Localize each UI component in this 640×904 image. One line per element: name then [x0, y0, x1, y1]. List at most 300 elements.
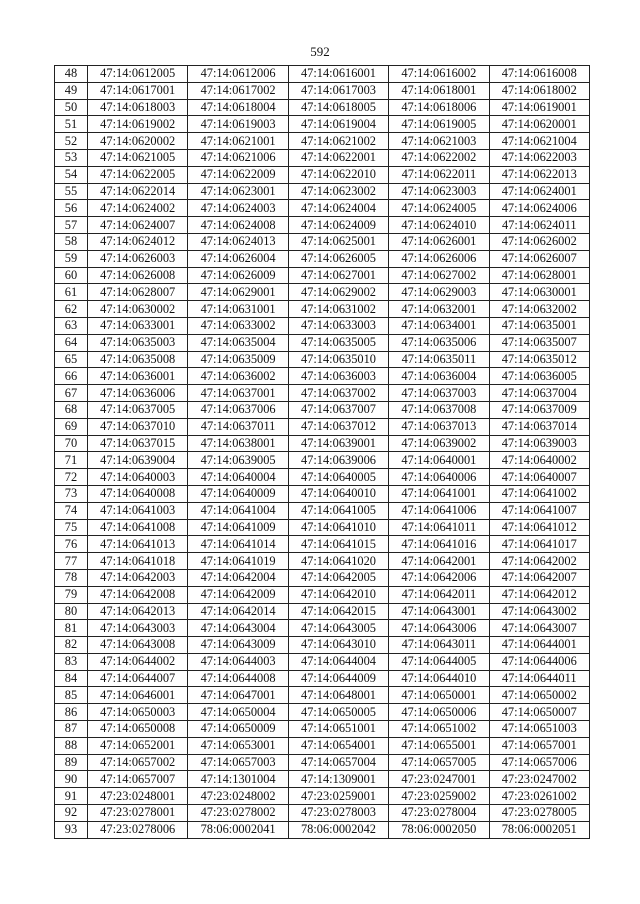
cadastral-number-cell: 47:23:0247002 — [489, 771, 589, 788]
cadastral-number-cell: 47:14:0631001 — [188, 301, 288, 318]
cadastral-number-cell: 47:23:0278003 — [288, 805, 388, 822]
table-row — [55, 502, 590, 519]
cadastral-number-cell: 47:14:0626001 — [389, 233, 489, 250]
cadastral-number-cell: 47:14:0623001 — [188, 183, 288, 200]
table-row — [55, 250, 590, 267]
cadastral-number-cell: 47:14:0622011 — [389, 166, 489, 183]
cadastral-number-cell: 47:14:0650005 — [288, 704, 388, 721]
cadastral-number-cell: 47:14:0641004 — [188, 502, 288, 519]
cadastral-number-cell: 47:14:0628001 — [489, 267, 589, 284]
cadastral-number-cell: 47:14:0643001 — [389, 603, 489, 620]
cadastral-number-cell: 47:14:0641019 — [188, 553, 288, 570]
cadastral-number-cell: 47:14:1301004 — [188, 771, 288, 788]
row-number-cell: 77 — [55, 553, 88, 570]
cadastral-number-cell: 47:14:0630001 — [489, 284, 589, 301]
cadastral-number-cell: 47:14:0641014 — [188, 536, 288, 553]
cadastral-number-cell: 47:14:0624006 — [489, 200, 589, 217]
table-row — [55, 653, 590, 670]
cadastral-number-cell: 47:14:0634001 — [389, 317, 489, 334]
cadastral-number-cell: 47:23:0259001 — [288, 788, 388, 805]
row-number-cell: 91 — [55, 788, 88, 805]
cadastral-number-cell: 47:14:0622002 — [389, 149, 489, 166]
row-number-cell: 89 — [55, 754, 88, 771]
cadastral-number-cell: 47:14:0626003 — [88, 250, 188, 267]
cadastral-number-cell: 47:14:0651001 — [288, 721, 388, 738]
row-number-cell: 68 — [55, 401, 88, 418]
cadastral-number-cell: 47:14:0642004 — [188, 569, 288, 586]
cadastral-number-cell: 47:14:0637004 — [489, 385, 589, 402]
cadastral-number-cell: 47:14:0643007 — [489, 620, 589, 637]
cadastral-number-cell: 47:14:0612005 — [88, 66, 188, 83]
cadastral-number-cell: 47:14:0637008 — [389, 401, 489, 418]
cadastral-number-cell: 78:06:0002042 — [288, 821, 388, 838]
row-number-cell: 71 — [55, 452, 88, 469]
table-row — [55, 452, 590, 469]
cadastral-number-cell: 47:14:0641012 — [489, 519, 589, 536]
table-row — [55, 821, 590, 838]
table-row — [55, 166, 590, 183]
cadastral-number-cell: 47:14:0622014 — [88, 183, 188, 200]
cadastral-number-cell: 47:14:0640002 — [489, 452, 589, 469]
row-number-cell: 80 — [55, 603, 88, 620]
row-number-cell: 55 — [55, 183, 88, 200]
table-row — [55, 435, 590, 452]
cadastral-number-cell: 47:23:0278002 — [188, 805, 288, 822]
cadastral-number-cell: 47:14:0636002 — [188, 368, 288, 385]
cadastral-number-cell: 47:14:0624010 — [389, 217, 489, 234]
cadastral-number-cell: 47:14:0642014 — [188, 603, 288, 620]
row-number-cell: 52 — [55, 133, 88, 150]
cadastral-number-cell: 47:14:0657004 — [288, 754, 388, 771]
cadastral-number-cell: 47:14:0624012 — [88, 233, 188, 250]
cadastral-number-cell: 47:14:0644009 — [288, 670, 388, 687]
cadastral-number-cell: 47:14:0654001 — [288, 737, 388, 754]
cadastral-number-cell: 47:14:0635001 — [489, 317, 589, 334]
row-number-cell: 60 — [55, 267, 88, 284]
cadastral-number-cell: 47:14:0618001 — [389, 82, 489, 99]
row-number-cell: 76 — [55, 536, 88, 553]
table-row — [55, 519, 590, 536]
cadastral-number-cell: 47:14:0619001 — [489, 99, 589, 116]
table-row — [55, 317, 590, 334]
cadastral-number-cell: 47:14:0642015 — [288, 603, 388, 620]
row-number-cell: 74 — [55, 502, 88, 519]
cadastral-number-cell: 47:14:0616001 — [288, 66, 388, 83]
cadastral-number-cell: 47:14:0643009 — [188, 637, 288, 654]
table-row — [55, 788, 590, 805]
cadastral-number-cell: 47:14:0643004 — [188, 620, 288, 637]
cadastral-number-cell: 47:14:0643003 — [88, 620, 188, 637]
row-number-cell: 70 — [55, 435, 88, 452]
cadastral-number-cell: 47:14:0636006 — [88, 385, 188, 402]
row-number-cell: 90 — [55, 771, 88, 788]
cadastral-number-cell: 78:06:0002050 — [389, 821, 489, 838]
row-number-cell: 75 — [55, 519, 88, 536]
page-number: 592 — [310, 44, 330, 59]
row-number-cell: 78 — [55, 569, 88, 586]
cadastral-number-cell: 47:14:0641009 — [188, 519, 288, 536]
cadastral-number-cell: 47:14:0644003 — [188, 653, 288, 670]
row-number-cell: 86 — [55, 704, 88, 721]
cadastral-number-cell: 47:14:0639006 — [288, 452, 388, 469]
cadastral-number-cell: 47:14:0640005 — [288, 469, 388, 486]
cadastral-number-cell: 47:14:0635006 — [389, 334, 489, 351]
cadastral-number-cell: 47:14:0641003 — [88, 502, 188, 519]
cadastral-number-cell: 47:14:0620002 — [88, 133, 188, 150]
table-row — [55, 603, 590, 620]
cadastral-number-cell: 47:14:0616002 — [389, 66, 489, 83]
table-row — [55, 99, 590, 116]
cadastral-number-cell: 47:14:0624008 — [188, 217, 288, 234]
row-number-cell: 54 — [55, 166, 88, 183]
cadastral-number-cell: 47:14:0639001 — [288, 435, 388, 452]
cadastral-number-cell: 47:14:0655001 — [389, 737, 489, 754]
cadastral-number-cell: 47:14:0637014 — [489, 418, 589, 435]
cadastral-number-cell: 47:14:0635004 — [188, 334, 288, 351]
table-row — [55, 704, 590, 721]
table-row — [55, 418, 590, 435]
cadastral-number-cell: 47:14:0641016 — [389, 536, 489, 553]
cadastral-number-cell: 47:14:0626007 — [489, 250, 589, 267]
cadastral-number-cell: 47:14:0629001 — [188, 284, 288, 301]
table-row — [55, 536, 590, 553]
cadastral-number-cell: 47:14:0650002 — [489, 687, 589, 704]
table-row — [55, 637, 590, 654]
row-number-cell: 79 — [55, 586, 88, 603]
cadastral-number-cell: 47:14:0624001 — [489, 183, 589, 200]
cadastral-number-cell: 47:14:0641007 — [489, 502, 589, 519]
cadastral-number-cell: 47:14:0640007 — [489, 469, 589, 486]
cadastral-number-cell: 47:14:0641020 — [288, 553, 388, 570]
cadastral-number-cell: 47:14:0642003 — [88, 569, 188, 586]
cadastral-number-cell: 47:14:0648001 — [288, 687, 388, 704]
cadastral-number-cell: 47:14:0642013 — [88, 603, 188, 620]
cadastral-number-cell: 47:14:0635009 — [188, 351, 288, 368]
cadastral-number-cell: 47:14:0617003 — [288, 82, 388, 99]
row-number-cell: 67 — [55, 385, 88, 402]
cadastral-number-cell: 47:23:0248002 — [188, 788, 288, 805]
table-row — [55, 284, 590, 301]
cadastral-number-cell: 47:14:0639005 — [188, 452, 288, 469]
cadastral-number-cell: 47:14:0641017 — [489, 536, 589, 553]
cadastral-number-cell: 47:14:0636004 — [389, 368, 489, 385]
cadastral-number-cell: 47:14:0642006 — [389, 569, 489, 586]
cadastral-number-cell: 47:14:0612006 — [188, 66, 288, 83]
cadastral-number-cell: 47:14:0633001 — [88, 317, 188, 334]
cadastral-number-cell: 47:14:0637002 — [288, 385, 388, 402]
row-number-cell: 53 — [55, 149, 88, 166]
cadastral-number-cell: 47:14:0637001 — [188, 385, 288, 402]
cadastral-number-cell: 47:23:0247001 — [389, 771, 489, 788]
row-number-cell: 57 — [55, 217, 88, 234]
cadastral-number-cell: 47:14:0637005 — [88, 401, 188, 418]
cadastral-number-cell: 47:14:0639004 — [88, 452, 188, 469]
cadastral-number-cell: 47:23:0261002 — [489, 788, 589, 805]
cadastral-number-cell: 47:14:0644008 — [188, 670, 288, 687]
cadastral-number-cell: 47:14:0618003 — [88, 99, 188, 116]
row-number-cell: 93 — [55, 821, 88, 838]
cadastral-number-cell: 47:14:0644004 — [288, 653, 388, 670]
table-row — [55, 586, 590, 603]
table-row — [55, 334, 590, 351]
table-row — [55, 553, 590, 570]
cadastral-number-cell: 47:14:0622003 — [489, 149, 589, 166]
cadastral-number-cell: 47:14:0642008 — [88, 586, 188, 603]
table-row — [55, 737, 590, 754]
cadastral-number-cell: 47:14:0643010 — [288, 637, 388, 654]
cadastral-number-cell: 47:14:0618006 — [389, 99, 489, 116]
cadastral-number-cell: 47:14:0630002 — [88, 301, 188, 318]
cadastral-number-cell: 47:14:0632001 — [389, 301, 489, 318]
table-row — [55, 267, 590, 284]
cadastral-number-cell: 47:14:0644005 — [389, 653, 489, 670]
row-number-cell: 49 — [55, 82, 88, 99]
cadastral-number-cell: 47:14:0642007 — [489, 569, 589, 586]
cadastral-number-cell: 47:14:0652001 — [88, 737, 188, 754]
table-row — [55, 569, 590, 586]
cadastral-number-cell: 47:14:0657006 — [489, 754, 589, 771]
cadastral-number-cell: 47:14:0623003 — [389, 183, 489, 200]
row-number-cell: 73 — [55, 485, 88, 502]
cadastral-number-cell: 47:14:0640003 — [88, 469, 188, 486]
table-row — [55, 368, 590, 385]
table-row — [55, 805, 590, 822]
cadastral-number-cell: 47:14:0624002 — [88, 200, 188, 217]
cadastral-number-cell: 47:14:0643002 — [489, 603, 589, 620]
cadastral-number-cell: 47:14:0651002 — [389, 721, 489, 738]
cadastral-number-cell: 47:14:0637003 — [389, 385, 489, 402]
table-row — [55, 670, 590, 687]
row-number-cell: 63 — [55, 317, 88, 334]
cadastral-number-cell: 47:14:0643005 — [288, 620, 388, 637]
cadastral-number-cell: 47:14:0624013 — [188, 233, 288, 250]
cadastral-number-cell: 47:14:0650006 — [389, 704, 489, 721]
cadastral-number-cell: 47:14:0644011 — [489, 670, 589, 687]
cadastral-number-cell: 47:14:0626005 — [288, 250, 388, 267]
cadastral-number-cell: 47:14:0636001 — [88, 368, 188, 385]
table-row — [55, 351, 590, 368]
cadastral-number-cell: 47:23:0278004 — [389, 805, 489, 822]
cadastral-number-cell: 47:14:0628007 — [88, 284, 188, 301]
cadastral-number-cell: 47:23:0248001 — [88, 788, 188, 805]
cadastral-number-cell: 47:14:0635005 — [288, 334, 388, 351]
cadastral-number-cell: 47:14:0639003 — [489, 435, 589, 452]
cadastral-number-cell: 47:14:0641011 — [389, 519, 489, 536]
cadastral-number-cell: 47:14:0635007 — [489, 334, 589, 351]
cadastral-number-cell: 47:14:0621002 — [288, 133, 388, 150]
cadastral-number-cell: 47:14:0621003 — [389, 133, 489, 150]
cadastral-number-cell: 47:14:0636003 — [288, 368, 388, 385]
cadastral-number-cell: 47:14:1309001 — [288, 771, 388, 788]
table-row — [55, 401, 590, 418]
row-number-cell: 85 — [55, 687, 88, 704]
row-number-cell: 62 — [55, 301, 88, 318]
cadastral-number-cell: 47:14:0623002 — [288, 183, 388, 200]
cadastral-number-cell: 47:14:0622009 — [188, 166, 288, 183]
cadastral-number-cell: 47:14:0633002 — [188, 317, 288, 334]
cadastral-number-cell: 47:14:0641005 — [288, 502, 388, 519]
table-row — [55, 133, 590, 150]
cadastral-number-cell: 47:14:0624005 — [389, 200, 489, 217]
table-row — [55, 620, 590, 637]
row-number-cell: 87 — [55, 721, 88, 738]
cadastral-number-cell: 47:14:0635011 — [389, 351, 489, 368]
table-row — [55, 721, 590, 738]
cadastral-number-cell: 47:14:0637006 — [188, 401, 288, 418]
cadastral-number-cell: 47:14:0641008 — [88, 519, 188, 536]
cadastral-number-cell: 47:14:0657003 — [188, 754, 288, 771]
cadastral-number-cell: 47:14:0650003 — [88, 704, 188, 721]
row-number-cell: 82 — [55, 637, 88, 654]
cadastral-number-cell: 47:14:0619003 — [188, 116, 288, 133]
row-number-cell: 48 — [55, 66, 88, 83]
row-number-cell: 58 — [55, 233, 88, 250]
cadastral-number-cell: 47:14:0650008 — [88, 721, 188, 738]
row-number-cell: 81 — [55, 620, 88, 637]
cadastral-number-cell: 78:06:0002051 — [489, 821, 589, 838]
table-row — [55, 771, 590, 788]
cadastral-number-cell: 47:14:0644010 — [389, 670, 489, 687]
row-number-cell: 66 — [55, 368, 88, 385]
table-row — [55, 233, 590, 250]
cadastral-number-cell: 47:23:0278001 — [88, 805, 188, 822]
cadastral-number-cell: 47:14:0618005 — [288, 99, 388, 116]
cadastral-number-cell: 47:14:0621004 — [489, 133, 589, 150]
table-row — [55, 66, 590, 83]
cadastral-number-cell: 47:14:0626006 — [389, 250, 489, 267]
cadastral-number-cell: 47:14:0641013 — [88, 536, 188, 553]
cadastral-number-cell: 47:14:0631002 — [288, 301, 388, 318]
cadastral-number-cell: 47:23:0278005 — [489, 805, 589, 822]
cadastral-number-cell: 47:14:0642002 — [489, 553, 589, 570]
table-row — [55, 116, 590, 133]
table-row — [55, 687, 590, 704]
cadastral-number-cell: 47:14:0633003 — [288, 317, 388, 334]
cadastral-number-cell: 47:14:0617002 — [188, 82, 288, 99]
cadastral-number-cell: 47:14:0626009 — [188, 267, 288, 284]
row-number-cell: 88 — [55, 737, 88, 754]
cadastral-number-cell: 47:14:0640001 — [389, 452, 489, 469]
cadastral-number-cell: 47:14:0650001 — [389, 687, 489, 704]
cadastral-number-cell: 47:14:0643011 — [389, 637, 489, 654]
table-row — [55, 149, 590, 166]
cadastral-number-cell: 47:14:0644002 — [88, 653, 188, 670]
cadastral-number-cell: 47:14:0629003 — [389, 284, 489, 301]
cadastral-number-cell: 47:14:0642011 — [389, 586, 489, 603]
cadastral-number-cell: 47:14:0637011 — [188, 418, 288, 435]
cadastral-number-cell: 47:14:0624007 — [88, 217, 188, 234]
cadastral-number-cell: 47:14:0622001 — [288, 149, 388, 166]
table-row — [55, 485, 590, 502]
cadastral-number-cell: 78:06:0002041 — [188, 821, 288, 838]
cadastral-number-cell: 47:14:0635003 — [88, 334, 188, 351]
cadastral-number-cell: 47:14:0650009 — [188, 721, 288, 738]
cadastral-number-cell: 47:14:0636005 — [489, 368, 589, 385]
cadastral-number-cell: 47:14:0637010 — [88, 418, 188, 435]
cadastral-number-cell: 47:14:0641006 — [389, 502, 489, 519]
table-row — [55, 217, 590, 234]
cadastral-number-cell: 47:14:0624009 — [288, 217, 388, 234]
cadastral-number-cell: 47:14:0644006 — [489, 653, 589, 670]
cadastral-number-cell: 47:14:0640006 — [389, 469, 489, 486]
cadastral-number-cell: 47:14:0635010 — [288, 351, 388, 368]
cadastral-number-cell: 47:14:0643008 — [88, 637, 188, 654]
table-row — [55, 183, 590, 200]
cadastral-number-cell: 47:14:0635008 — [88, 351, 188, 368]
cadastral-number-cell: 47:14:0657007 — [88, 771, 188, 788]
row-number-cell: 84 — [55, 670, 88, 687]
cadastral-number-cell: 47:14:0657002 — [88, 754, 188, 771]
cadastral-number-cell: 47:14:0626008 — [88, 267, 188, 284]
row-number-cell: 51 — [55, 116, 88, 133]
cadastral-number-cell: 47:14:0644007 — [88, 670, 188, 687]
row-number-cell: 65 — [55, 351, 88, 368]
table-body — [55, 66, 590, 839]
table-row — [55, 385, 590, 402]
cadastral-number-cell: 47:14:0657005 — [389, 754, 489, 771]
cadastral-number-cell: 47:14:0621005 — [88, 149, 188, 166]
cadastral-number-cell: 47:14:0621006 — [188, 149, 288, 166]
cadastral-number-cell: 47:14:0627002 — [389, 267, 489, 284]
cadastre-number-table — [54, 65, 590, 839]
row-number-cell: 64 — [55, 334, 88, 351]
cadastral-number-cell: 47:14:0642009 — [188, 586, 288, 603]
cadastral-number-cell: 47:14:0622005 — [88, 166, 188, 183]
cadastral-number-cell: 47:14:0637007 — [288, 401, 388, 418]
cadastral-number-cell: 47:14:0640008 — [88, 485, 188, 502]
cadastral-number-cell: 47:14:0622013 — [489, 166, 589, 183]
cadastral-number-cell: 47:14:0651003 — [489, 721, 589, 738]
cadastral-number-cell: 47:14:0650004 — [188, 704, 288, 721]
cadastral-number-cell: 47:14:0624003 — [188, 200, 288, 217]
cadastral-number-cell: 47:14:0624011 — [489, 217, 589, 234]
cadastral-number-cell: 47:14:0642005 — [288, 569, 388, 586]
cadastral-number-cell: 47:14:0640010 — [288, 485, 388, 502]
cadastral-number-cell: 47:14:0620001 — [489, 116, 589, 133]
cadastral-number-cell: 47:23:0259002 — [389, 788, 489, 805]
row-number-cell: 59 — [55, 250, 88, 267]
row-number-cell: 50 — [55, 99, 88, 116]
cadastral-number-cell: 47:14:0632002 — [489, 301, 589, 318]
row-number-cell: 83 — [55, 653, 88, 670]
table-row — [55, 469, 590, 486]
cadastral-number-cell: 47:14:0643006 — [389, 620, 489, 637]
table-row — [55, 754, 590, 771]
row-number-cell: 61 — [55, 284, 88, 301]
table-row — [55, 200, 590, 217]
cadastral-number-cell: 47:14:0641015 — [288, 536, 388, 553]
cadastral-number-cell: 47:14:0635012 — [489, 351, 589, 368]
cadastral-number-cell: 47:14:0626004 — [188, 250, 288, 267]
cadastral-number-cell: 47:14:0657001 — [489, 737, 589, 754]
cadastral-number-cell: 47:14:0647001 — [188, 687, 288, 704]
cadastral-number-cell: 47:14:0637012 — [288, 418, 388, 435]
cadastral-number-cell: 47:14:0637015 — [88, 435, 188, 452]
cadastral-number-cell: 47:14:0644001 — [489, 637, 589, 654]
cadastral-number-cell: 47:14:0625001 — [288, 233, 388, 250]
cadastral-number-cell: 47:14:0653001 — [188, 737, 288, 754]
cadastral-number-cell: 47:14:0646001 — [88, 687, 188, 704]
cadastral-number-cell: 47:14:0640009 — [188, 485, 288, 502]
cadastral-number-cell: 47:14:0641018 — [88, 553, 188, 570]
cadastral-number-cell: 47:14:0641001 — [389, 485, 489, 502]
cadastral-number-cell: 47:14:0650007 — [489, 704, 589, 721]
cadastral-number-cell: 47:14:0619004 — [288, 116, 388, 133]
cadastral-number-cell: 47:14:0629002 — [288, 284, 388, 301]
cadastral-number-cell: 47:14:0639002 — [389, 435, 489, 452]
cadastral-number-cell: 47:14:0642012 — [489, 586, 589, 603]
cadastral-number-cell: 47:14:0619005 — [389, 116, 489, 133]
